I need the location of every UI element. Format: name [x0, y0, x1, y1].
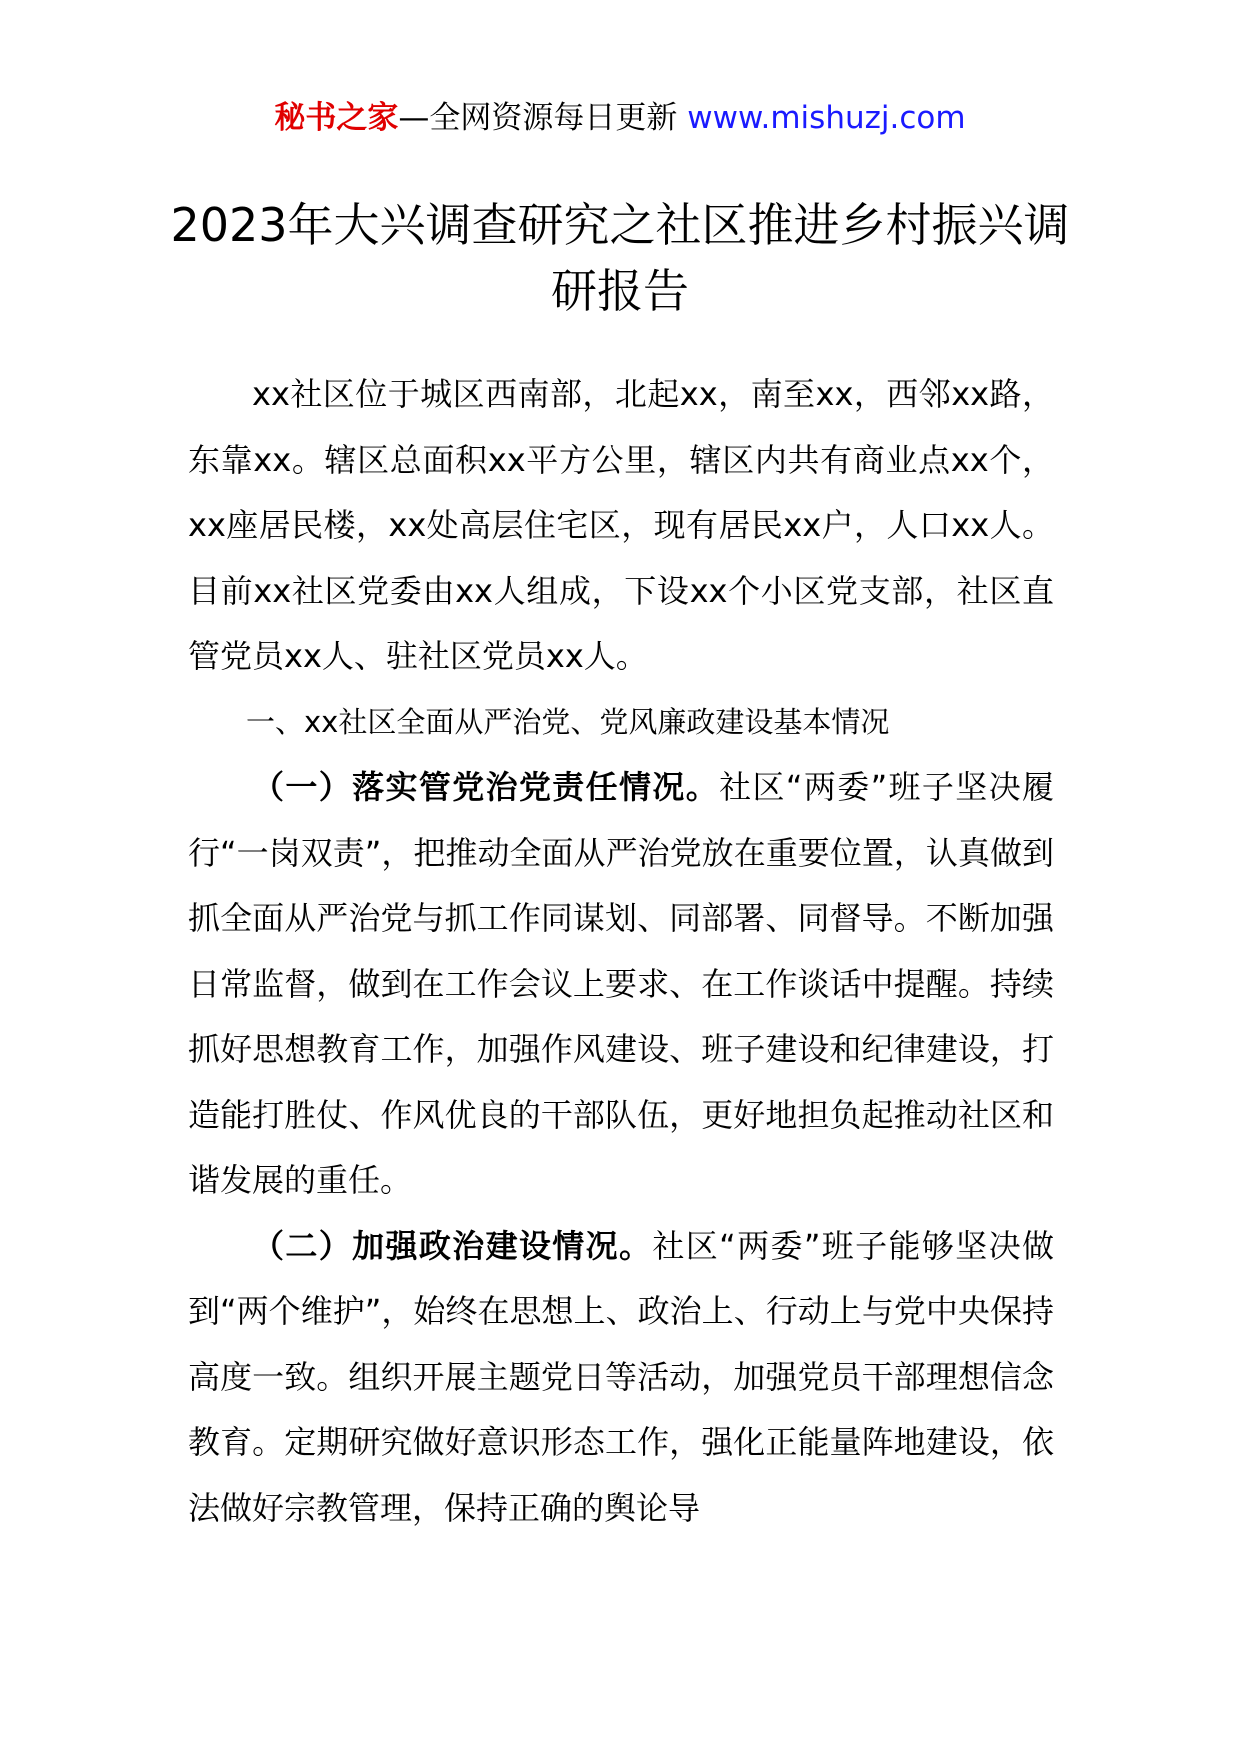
section-heading-1: 一、xx社区全面从严治党、党风廉政建设基本情况: [246, 704, 890, 739]
site-url[interactable]: www.mishuzj.com: [687, 100, 966, 136]
item-heading-1: （一）落实管党治党责任情况。: [252, 768, 720, 806]
intro-paragraph: xx社区位于城区西南部，北起xx，南至xx，西邻xx路，东靠xx。辖区总面积xx平方公里，辖区内共有商业点xx个，xx座居民楼，xx处高层住宅区，现有居民xx户，人口xx人。目前xx社区党委由xx人组成，下设xx个小区党支部，社区直管党员xx人、驻社区党员xx人。: [188, 375, 1054, 675]
item-paragraph-2: [188, 1214, 1054, 1542]
header-tagline: —全网资源每日更新: [398, 100, 678, 136]
item-text-1: 社区“两委”班子坚决履行“一岗双责”，把推动全面从严治党放在重要位置，认真做到抓全面从严治党与抓工作同谋划、同部署、同督导。不断加强日常监督，做到在工作会议上要求、在工作谈话中提醒。持续抓好思想教育工作，加强作风建设、班子建设和纪律建设，打造能打胜仗、作风优良的干部队伍，更好地担负起推动社区和谐发展的重任。: [188, 768, 1054, 1199]
item-paragraph-1: [188, 755, 1054, 1214]
brand-name: 秘书之家: [274, 100, 399, 136]
item-text-2: 社区“两委”班子能够坚决做到“两个维护”，始终在思想上、政治上、行动上与党中央保持高度一致。组织开展主题党日等活动，加强党员干部理想信念教育。定期研究做好意识形态工作，强化正能量阵地建设，依法做好宗教管理，保持正确的舆论导: [188, 1226, 1054, 1527]
item-heading-2: （二）加强政治建设情况。: [252, 1226, 653, 1265]
document-body: [188, 362, 1054, 1541]
site-header: [0, 98, 1240, 138]
document-title: 2023年大兴调查研究之社区推进乡村振兴调研报告: [170, 198, 1070, 318]
